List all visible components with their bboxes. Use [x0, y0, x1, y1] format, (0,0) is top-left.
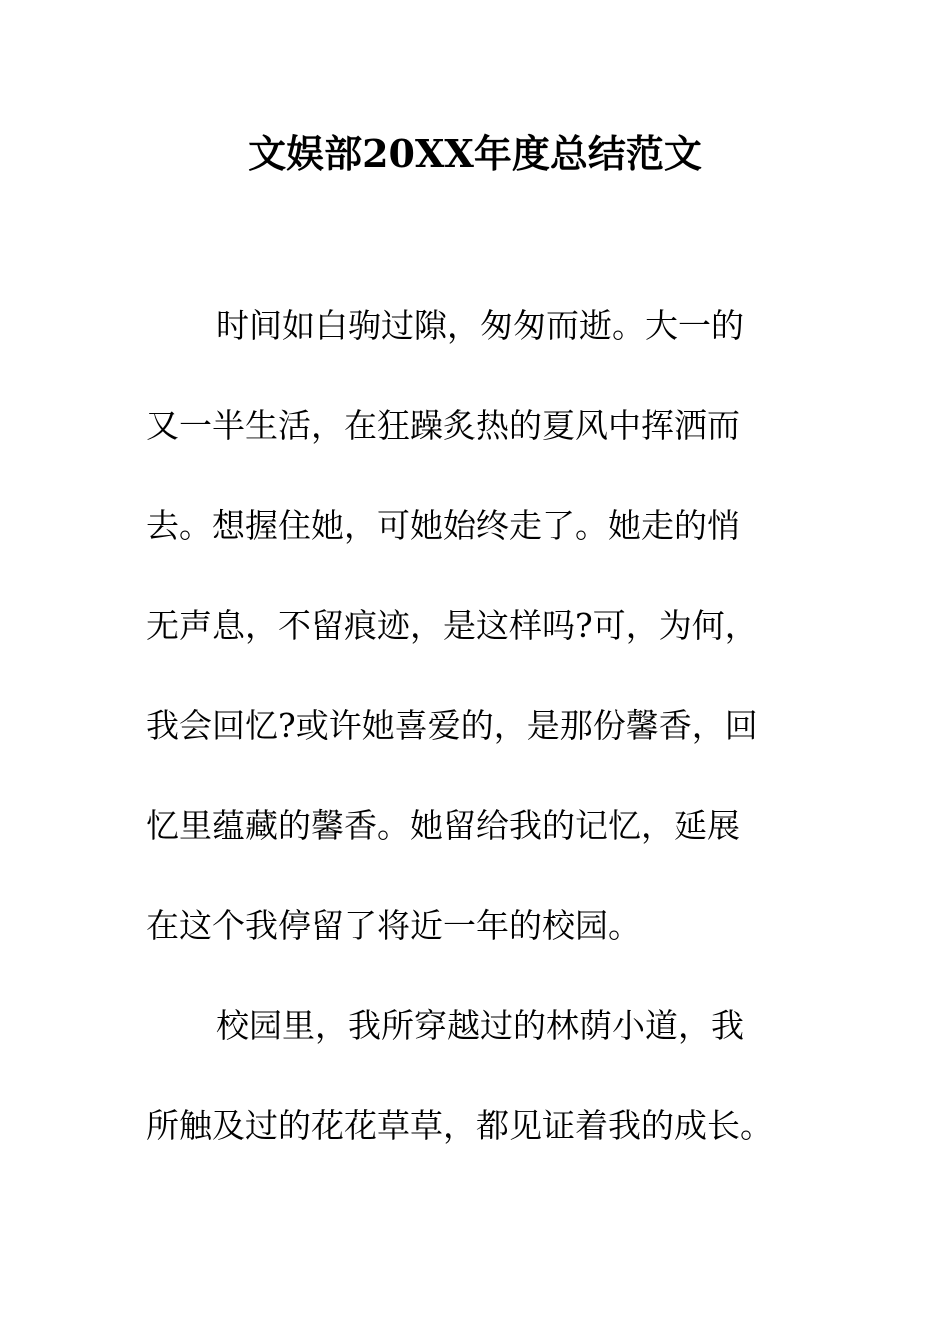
paragraph-1 — [146, 296, 806, 996]
document-title: 文娱部20XX年度总结范文 — [248, 131, 702, 176]
paragraph-line: 在这个我停留了将近一年的校园。 — [146, 906, 641, 945]
paragraph-line: 又一半生活，在狂躁炙热的夏风中挥洒而 — [146, 406, 740, 445]
paragraph-line: 时间如白驹过隙，匆匆而逝。大一的 — [216, 306, 744, 345]
paragraph-line: 我会回忆?或许她喜爱的，是那份馨香，回 — [146, 706, 758, 745]
paragraph-line: 忆里蕴藏的馨香。她留给我的记忆，延展 — [146, 806, 740, 845]
paragraph-line: 去。想握住她，可她始终走了。她走的悄 — [146, 506, 740, 545]
paragraph-line: 校园里，我所穿越过的林荫小道，我 — [216, 1006, 744, 1045]
paragraph-line: 所触及过的花花草草，都见证着我的成长。 — [146, 1106, 773, 1145]
paragraph-line: 无声息，不留痕迹，是这样吗?可，为何， — [146, 606, 758, 645]
document-body — [146, 296, 806, 1196]
paragraph-2 — [146, 996, 806, 1196]
